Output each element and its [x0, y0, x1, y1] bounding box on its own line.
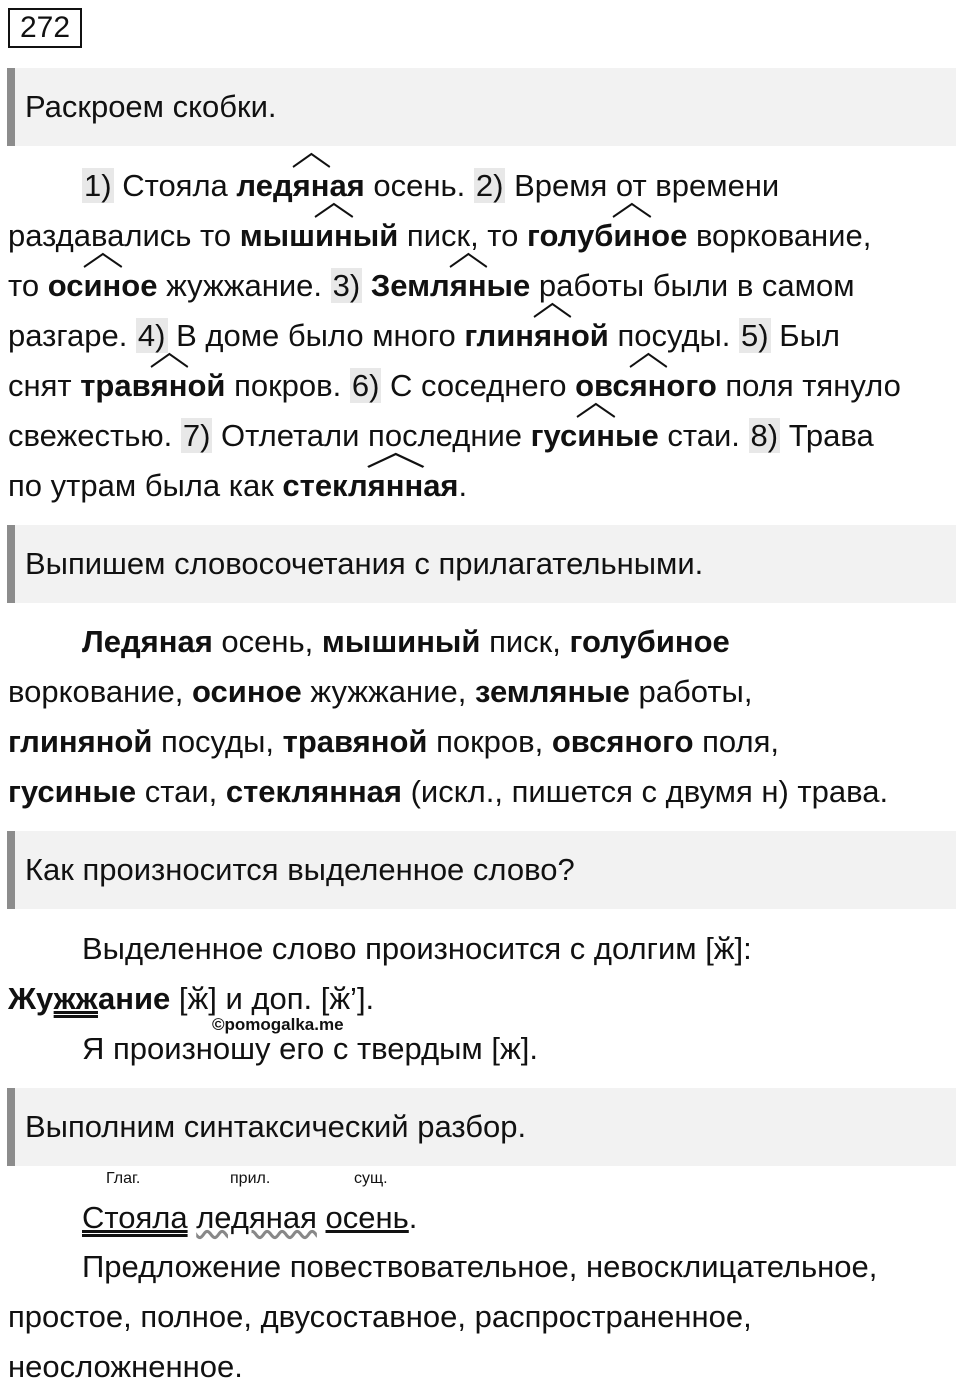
- suffix-mark: ян: [450, 266, 487, 306]
- adjective: овс яного: [575, 368, 717, 403]
- adjective: ос иное: [48, 268, 158, 303]
- text-line: Я произношу его с твердым [ж].: [82, 1031, 538, 1066]
- suffix-mark: ин: [315, 216, 353, 256]
- text-line: раздавались то мыш иный писк, то голуб иное воркование,: [8, 216, 871, 256]
- section-header-phrases: Выпишем словосочетания с прилагательными.: [7, 525, 956, 603]
- suffix-mark: ин: [577, 416, 615, 456]
- adjective: стекл янная: [282, 468, 458, 503]
- parsed-sentence: Стояла ледяная осень.: [82, 1200, 418, 1235]
- highlighted-word: Жужжание: [8, 981, 171, 1016]
- sentence-number: 2): [475, 168, 504, 203]
- sentence-number: 4): [137, 318, 166, 353]
- text-line: то ос иное жужжание. 3) Земл яные работы были в самом: [8, 266, 855, 306]
- adjective: лед яная: [236, 168, 364, 203]
- text-line: Выделенное слово произносится с долгим [ӂ]:: [82, 931, 752, 966]
- pos-label-adj: прил.: [230, 1170, 271, 1187]
- suffix-mark: ин: [613, 216, 651, 256]
- sentence-number: 7): [182, 418, 211, 453]
- text-line: по утрам была как стекл янная.: [8, 466, 467, 506]
- sentence-number: 1): [84, 168, 112, 203]
- adjective: трав яной: [80, 368, 225, 403]
- text-line: простое, полное, двусоставное, распространенное,: [8, 1299, 752, 1334]
- sentence-number: 8): [750, 418, 779, 453]
- text-line: разгаре. 4) В доме было много глин яной посуды. 5) Был: [8, 316, 840, 356]
- text-line: Ледяная осень, мышиный писк, голубиное: [82, 624, 730, 659]
- adjective: глин яной: [464, 318, 608, 353]
- text-line: Жужжание [ӂ] и доп. [ӂ’].: [8, 981, 375, 1016]
- sentence-number: 6): [351, 368, 380, 403]
- predicate: Стояла: [82, 1200, 188, 1235]
- suffix-mark: ян: [151, 366, 188, 406]
- adjective: мыш иный: [240, 218, 399, 253]
- sentence-number: 3): [332, 268, 361, 303]
- text-line: свежестью. 7) Отлетали последние гус иные стаи. 8) Трава: [8, 416, 874, 456]
- exercise-number: 272: [8, 8, 82, 48]
- adjective: Земл яные: [371, 268, 530, 303]
- suffix-mark: ян: [293, 166, 330, 206]
- adjective: гус иные: [531, 418, 659, 453]
- subject: осень: [325, 1200, 409, 1235]
- suffix-mark: ян: [534, 316, 571, 356]
- suffix-mark: ин: [84, 266, 122, 306]
- text-line: Предложение повествовательное, невосклицательное,: [82, 1249, 878, 1284]
- section-header-brackets: Раскроем скобки.: [7, 68, 956, 146]
- pos-label-noun: сущ.: [354, 1170, 388, 1187]
- adjective: голуб иное: [527, 218, 687, 253]
- text-line: глиняной посуды, травяной покров, овсяного поля,: [8, 724, 779, 759]
- suffix-mark: ян: [630, 366, 667, 406]
- attribute: ледяная: [196, 1200, 317, 1235]
- text-line: снят трав яной покров. 6) С соседнего овс яного поля тянуло: [8, 366, 901, 406]
- text-line: неосложненное.: [8, 1349, 243, 1384]
- sentence-number: 5): [741, 318, 769, 353]
- section-header-pronounce: Как произносится выделенное слово?: [7, 831, 956, 909]
- suffix-mark: янн: [368, 466, 424, 506]
- text-line: 1) Стояла лед яная осень. 2) Время от времени: [82, 166, 779, 206]
- section-header-syntax: Выполним синтаксический разбор.: [7, 1088, 956, 1166]
- watermark: ©pomogalka.me: [212, 1015, 344, 1034]
- pos-label-verb: Глаг.: [106, 1170, 141, 1187]
- text-line: гусиные стаи, стеклянная (искл., пишется с двумя н) трава.: [8, 774, 889, 809]
- text-line: воркование, осиное жужжание, земляные работы,: [8, 674, 753, 709]
